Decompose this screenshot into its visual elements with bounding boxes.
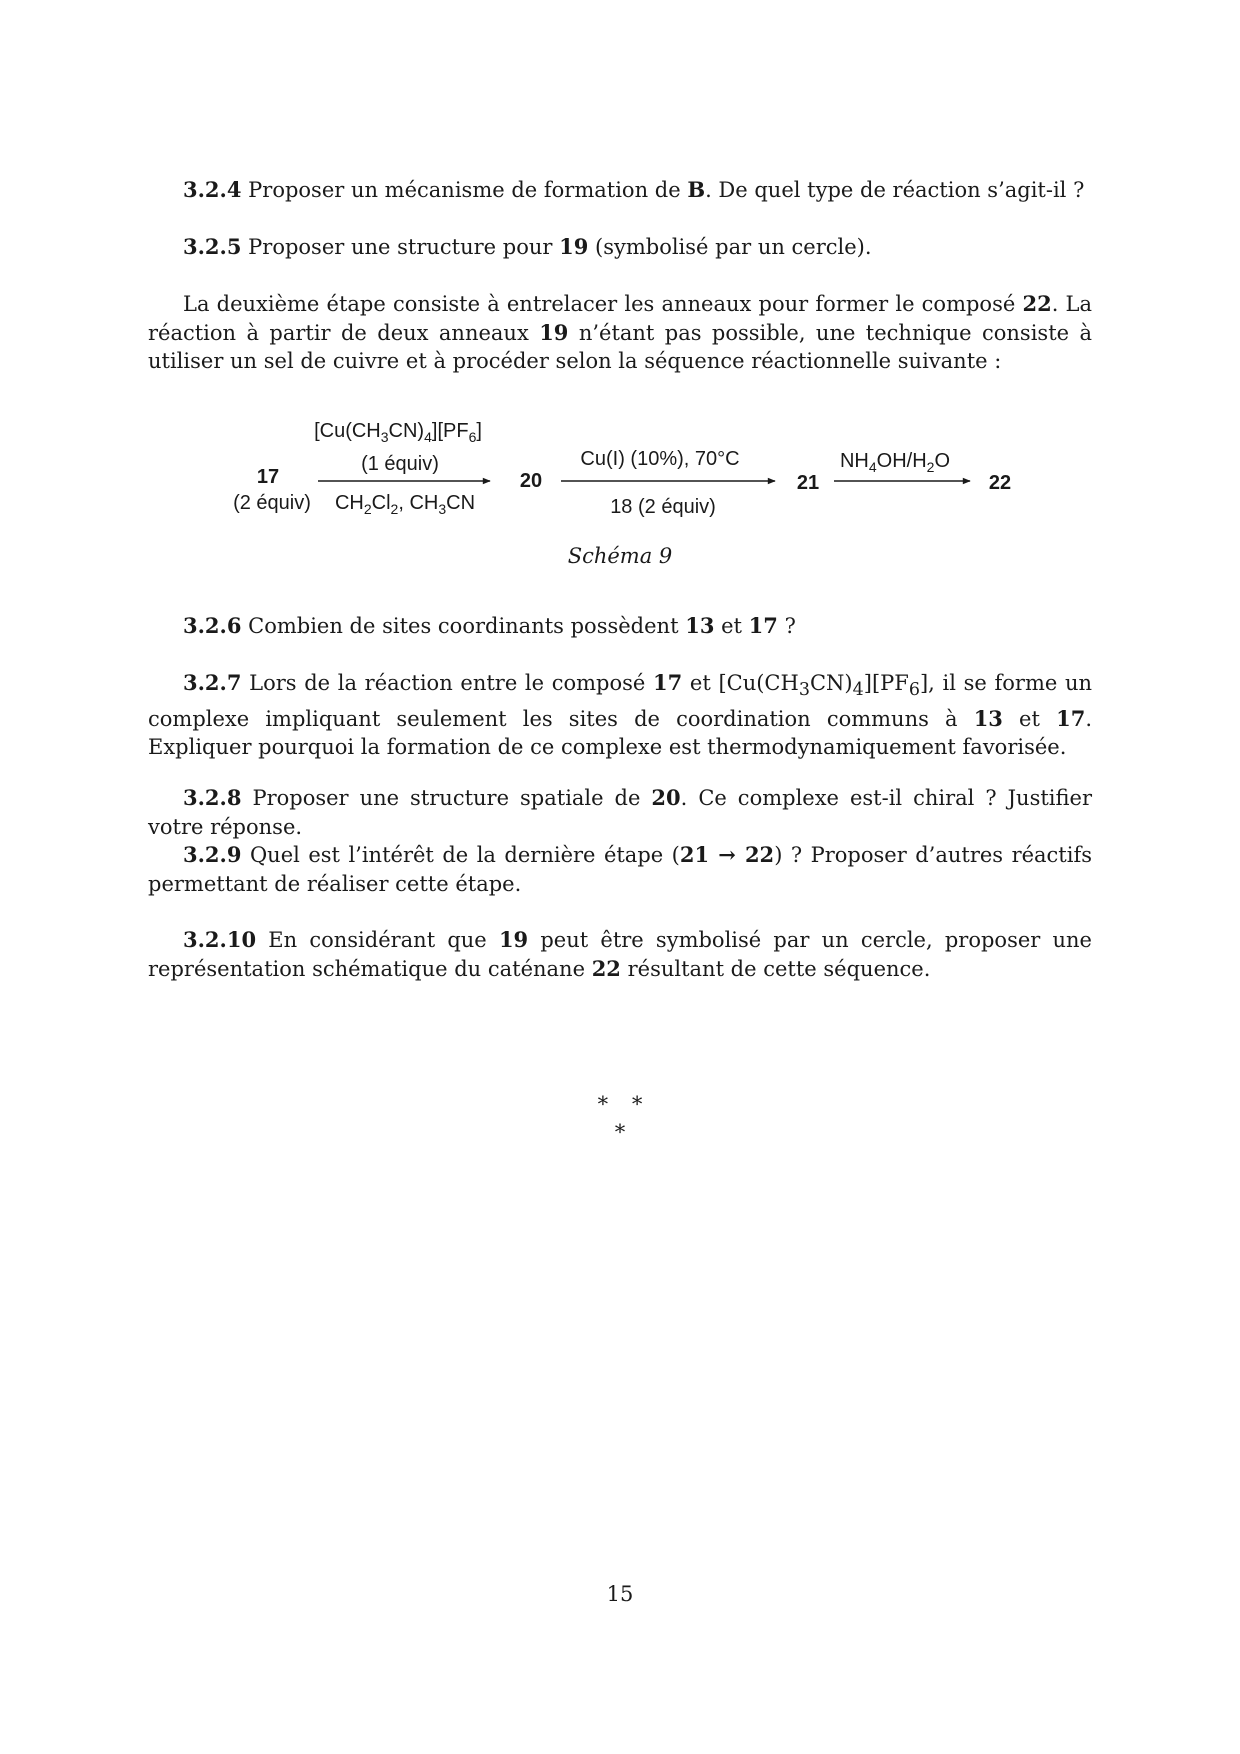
separator-stars-bottom: ∗: [612, 1116, 628, 1140]
compound-21: 21: [796, 472, 820, 494]
step2-below: 18 (2 équiv): [610, 496, 716, 518]
step1-equiv: (1 équiv): [361, 453, 439, 475]
step1-solvent: $CH_2Cl_2$, $CH_3CN$: [334, 492, 476, 517]
compound-17-equiv: (2 équiv): [233, 492, 311, 514]
question-3-2-9: 3.2.9 Quel est l’intérêt de la dernière étape (21 → 22) ? Proposer d’autres réactifs permettant de réaliser cette étape.: [148, 842, 1093, 896]
separator-stars-top: ∗ ∗: [595, 1088, 645, 1112]
step1-reagent: $[Cu(CH_3CN)_4][PF_6]$: [314, 420, 482, 445]
step3-reagent: $NH_4OH/H_2O$: [839, 450, 951, 475]
question-3-2-10: 3.2.10 En considérant que 19 peut être symbolisé par un cercle, proposer une représentation schématique du caténane 22 résultant de cette séquence.: [148, 927, 1092, 981]
step2-reagent: Cu(I) (10%), 70°C: [580, 448, 740, 470]
question-3-2-5: 3.2.5 Proposer une structure pour 19 (symbolisé par un cercle).: [183, 234, 872, 259]
question-3-2-6: 3.2.6 Combien de sites coordinants possèdent 13 et 17 ?: [183, 613, 796, 638]
question-3-2-8: 3.2.8 Proposer une structure spatiale de 20. Ce complexe est-il chiral ? Justifier votre réponse.: [148, 785, 1092, 839]
question-3-2-7: 3.2.7 Lors de la réaction entre le composé 17 et $[Cu(CH_3CN)_4][PF_6]$, il se forme un complexe impliquant seulement les sites de coordination communs à 13 et 17. Expliquer pourquoi la formation de ce complexe est thermodynamiquement favorisée.: [148, 670, 1093, 760]
page-number: 15: [606, 1582, 634, 1606]
compound-22: 22: [988, 472, 1012, 494]
intro-paragraph: La deuxième étape consiste à entrelacer les anneaux pour former le composé 22. La réaction à partir de deux anneaux 19 n’étant pas possible, une technique consiste à utiliser un sel de cuivre et à procéder selon la séquence réactionnelle suivante :: [148, 291, 1092, 373]
scheme-caption: Schéma 9: [567, 544, 673, 568]
question-number: 3.2.9: [183, 842, 242, 867]
question-number: 3.2.7: [183, 670, 242, 695]
question-3-2-4: 3.2.4 Proposer un mécanisme de formation de B. De quel type de réaction s’agit-il ?: [183, 177, 1085, 202]
question-number: 3.2.5: [183, 234, 242, 259]
reaction-scheme: [0, 0, 1240, 540]
question-number: 3.2.4: [183, 177, 242, 202]
question-number: 3.2.10: [183, 927, 257, 952]
compound-17: 17: [256, 466, 280, 488]
question-number: 3.2.6: [183, 613, 242, 638]
compound-20: 20: [519, 470, 543, 492]
question-number: 3.2.8: [183, 785, 242, 810]
